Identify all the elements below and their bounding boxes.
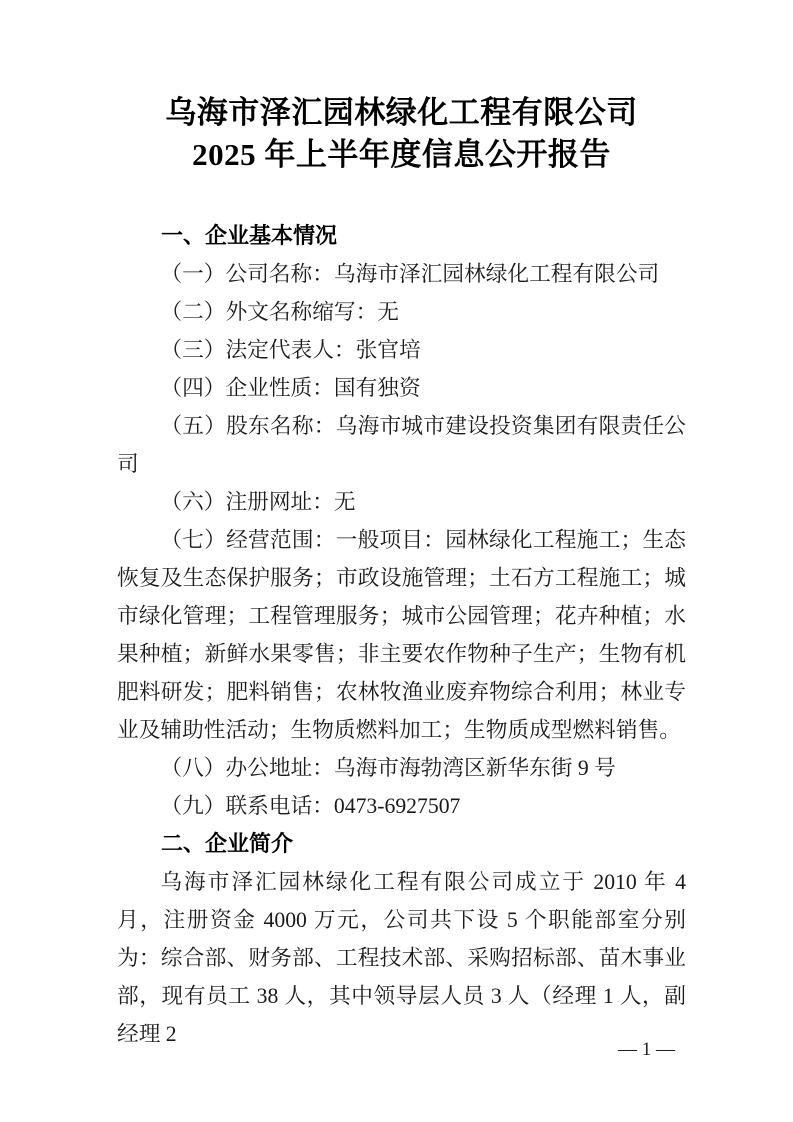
section-1-heading: 一、企业基本情况	[161, 223, 338, 248]
document-title	[117, 92, 686, 176]
section-1-item-registered-website: （六）注册网址：无	[160, 490, 356, 514]
page-number: — 1 —	[618, 1039, 675, 1060]
section-2-heading: 二、企业简介	[161, 831, 294, 856]
section-1-item-business-scope: （七）经营范围：一般项目：园林绿化工程施工；生态恢复及生态保护服务；市政设施管理；土石方工程施工；城市绿化管理；工程管理服务；城市公园管理；花卉种植；水果种植；新鲜水果零售；非主要农作物种子生产；生物有机肥料研发；肥料销售；农林牧渔业废弃物综合利用；林业专业及辅助性活动；生物质燃料加工；生物质成型燃料销售。	[117, 528, 686, 742]
section-1-item-legal-representative: （三）法定代表人：张官培	[160, 338, 421, 362]
section-1-item-contact-phone: （九）联系电话：0473-6927507	[160, 794, 461, 818]
document-body	[117, 217, 686, 1053]
section-1-item-enterprise-nature: （四）企业性质：国有独资	[160, 376, 421, 400]
document-title-line2: 2025 年上半年度信息公开报告	[192, 137, 611, 172]
section-1-item-company-name: （一）公司名称：乌海市泽汇园林绿化工程有限公司	[160, 262, 660, 286]
section-1-item-office-address: （八）办公地址：乌海市海勃湾区新华东街 9 号	[160, 756, 616, 780]
section-1-item-shareholder-name: （五）股东名称：乌海市城市建设投资集团有限责任公司	[117, 414, 686, 476]
section-2-company-intro-paragraph: 乌海市泽汇园林绿化工程有限公司成立于 2010 年 4 月，注册资金 4000 万元，公司共下设 5 个职能部室分别为：综合部、财务部、工程技术部、采购招标部、苗木事业部，现有员工 38 人，其中领导层人员 3 人（经理 1 人，副经理 2	[117, 870, 686, 1046]
document-title-line1: 乌海市泽汇园林绿化工程有限公司	[165, 95, 638, 130]
section-1-item-foreign-name: （二）外文名称缩写：无	[160, 300, 399, 324]
